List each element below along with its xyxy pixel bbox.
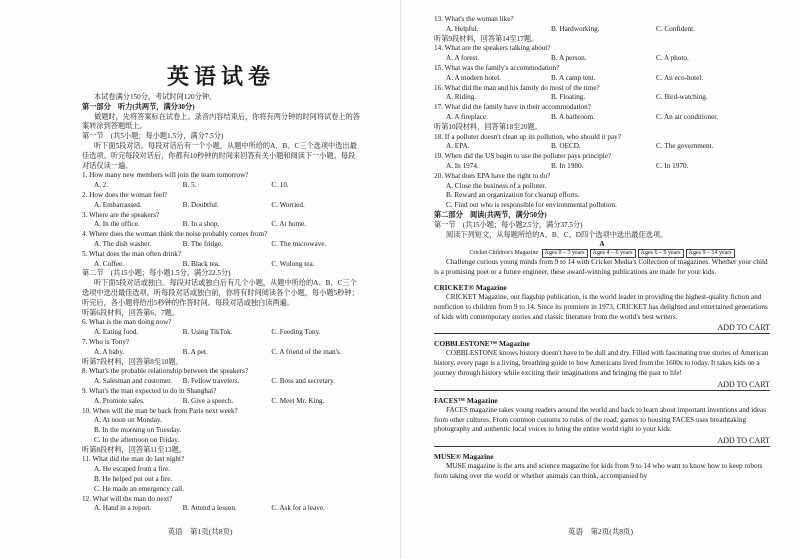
option: B. OECD. [551, 142, 581, 151]
page-footer: 英语 第1页(共8页) [167, 527, 233, 536]
option: A. Promote sales. [94, 396, 145, 405]
option: C. 10. [271, 181, 289, 190]
option: C. At home. [271, 220, 307, 229]
page-footer: 英语 第2页(共8页) [568, 527, 633, 536]
options-9 [82, 397, 360, 407]
option: A. Close the business of a polluter. [446, 181, 547, 190]
options-13 [434, 25, 770, 35]
sec1-desc: 听下面5段对话。每段对话后有一个小题，从题中所给的A、B、C三个选项中选出最佳选项。听完每段对话后，你都有10秒钟的时间来回答有关小题和阅读下一小题。每段对话仅读一遍。 [82, 141, 357, 170]
option: C. Boss and secretary. [271, 377, 335, 386]
add-to-cart-button[interactable]: ADD TO CART [717, 323, 770, 333]
question-10: 10. When will the man be back from Paris next week? [82, 406, 238, 415]
option: B. He helped put out a fire. [94, 475, 173, 484]
option: C. Feeding Tony. [271, 328, 321, 337]
option: A. A modern hotel. [446, 73, 501, 82]
magazine-text-cobblestone: COBBLESTONE knows history doesn't have to be dull and dry. Filled with fascinating true stories of American history, every page is a living, breathing guide to how Americans lived from the 1600s to today. It takes kids on a journey through history while exciting their imaginations and bringing the past to life! [434, 349, 769, 377]
age-tab[interactable]: Ages 9 – 14 years [686, 249, 735, 258]
part1-desc: 做题时，先将答案标在试卷上。录音内容结束后，你将有两分钟的时间将试卷上的答案转涂到答题纸上。 [82, 112, 360, 131]
option: B. A camp tent. [551, 73, 596, 82]
add-to-cart-button[interactable]: ADD TO CART [717, 379, 770, 389]
question-17: 17. What did the family have in their accommodation? [434, 103, 591, 112]
part2-desc: 阅读下列短文，从每题所给的A、B、C、D四个选项中选出最佳选项。 [446, 230, 668, 239]
option: C. The government. [656, 142, 714, 151]
option: B. Fellow travelers. [182, 377, 240, 386]
question-20: 20. What does EPA have the right to do? [434, 171, 551, 180]
magazine-text-faces: FACES magazine takes young readers around the world and back to learn about important inventions and ideas from other cultures. From common customs to rules of the road, games to housing FACES uses breathtaking photography and authentic local voices to bring the entire world right to your kids. [434, 405, 767, 434]
option: C. An air conditioner. [656, 112, 719, 121]
options-2 [82, 201, 360, 211]
option: B. Using TikTok. [182, 328, 233, 337]
passage-label: A [599, 240, 605, 249]
option: B. In the morning on Tuesday. [94, 426, 182, 435]
question-3: 3. Where are the speakers? [82, 210, 160, 219]
option: B. 5. [182, 181, 197, 190]
cart-row [434, 435, 770, 447]
option: A. A fireplace. [446, 112, 488, 121]
options-12 [82, 504, 360, 514]
option: C. Meet Mr. King. [271, 396, 325, 405]
option: B. A bathroom. [551, 112, 595, 121]
options-15 [434, 74, 770, 84]
part2-heading: 第二部分 阅读(共两节，满分50分) [434, 210, 547, 219]
question-2: 2. How does the woman feel? [82, 190, 168, 199]
option: C. Bird-watching. [656, 93, 708, 102]
option: C. A photo. [656, 54, 689, 63]
question-15: 15. What was the family's accommodation? [434, 63, 560, 72]
part2-sec1-heading: 第一节 (共15小题；每小题2.5分，满分37.5分) [434, 220, 583, 229]
add-to-cart-button[interactable]: ADD TO CART [717, 436, 770, 446]
option: A. Riding. [446, 93, 477, 102]
option: B. Black tea. [182, 259, 220, 268]
option: B. Doubtful. [182, 200, 219, 209]
option: A. Helpful. [446, 24, 479, 33]
options-4 [82, 240, 360, 250]
question-6: 6. What is the man doing now? [82, 318, 172, 327]
options-19 [434, 162, 770, 172]
option: B. Hardworking. [551, 24, 600, 33]
option: A. A forest. [446, 54, 480, 63]
material-6: 听第6段材料，回答第6、7题。 [82, 308, 180, 317]
intro-paragraph: Challenge curious young minds from 9 to 14 with Cricket Media's Collection of magazines. Whether your child is a promising poet or a future engineer, these award-winning publications are made for your kids. [434, 258, 768, 277]
option: B. In 1980. [551, 161, 584, 170]
option: C. Find out who is responsible for environmental pollution. [446, 201, 617, 210]
cricket-header: Cricket Children's Magazine [469, 250, 539, 257]
option: A. He escaped from a fire. [94, 465, 171, 474]
option: C. The microwave. [271, 239, 327, 248]
question-16: 16. What did the man and his family do most of the time? [434, 83, 600, 92]
page-title: 英语试卷 [166, 65, 275, 90]
option: A. Eating food. [94, 328, 139, 337]
magazine-title-cobblestone: COBBLESTONE™ Magazine [434, 339, 530, 349]
question-5: 5. What does the man often drink? [82, 249, 182, 258]
magazine-text-cricket: CRICKET Magazine, our flagship publication, is the world leader in providing the highest-quality fiction and nonfiction to children from 9 to 14. Since its premiere in 1973, CRICKET has delighted and entertained generations of kids with contemporary stories and classic literature from the world's best writers. [434, 292, 768, 321]
material-9: 听第9段材料，回答第14至17题。 [434, 34, 539, 43]
option: B. Floating. [551, 93, 586, 102]
material-10: 听第10段材料，回答第18至20题。 [434, 122, 542, 131]
option: C. In 1970. [656, 161, 689, 170]
option: C. An eco-hotel. [656, 73, 704, 82]
sec2-heading: 第二节 (共15小题；每小题1.5分，满分22.5分) [82, 269, 231, 278]
option: C. He made an emergency call. [94, 484, 184, 493]
option: B. In a shop. [182, 220, 220, 229]
options-3 [82, 220, 360, 230]
option: A. In 1974. [446, 161, 479, 170]
sec1-heading: 第一节 (共5小题；每小题1.5分，满分7.5分) [82, 132, 224, 141]
option: C. In the afternoon on Friday. [94, 435, 180, 444]
material-7: 听第7段材料，回答第8至10题。 [82, 357, 183, 366]
question-11: 11. What did the man do last night? [82, 455, 185, 464]
question-18: 18. If a polluter doesn't clean up its pollution, who should it pay? [434, 132, 621, 141]
options-1 [82, 181, 360, 191]
question-8: 8. What's the probable relationship between the speakers? [82, 367, 249, 376]
magazine-title-cricket: CRICKET® Magazine [434, 282, 507, 292]
option: A. A baby. [94, 347, 125, 356]
question-19: 19. When did the US begin to use the polluter pays principle? [434, 152, 612, 161]
exam-intro: 本试卷满分150分，考试时间120分钟。 [94, 93, 217, 101]
material-8: 听第8段材料，回答第11至13题。 [82, 445, 186, 454]
cart-row [434, 379, 770, 391]
option: B. Attend a lesson. [182, 504, 237, 513]
options-18 [434, 142, 770, 152]
options-17 [434, 113, 770, 123]
options-5 [82, 260, 360, 270]
options-16 [434, 93, 770, 103]
question-12: 12. What will the man do next? [82, 494, 173, 503]
sec2-desc: 听下面5段对话或独白。每段对话或独白后有几个小题，从题中所给的A、B、C三个选项中选出最佳选项。听每段对话或独白前，你将有时间阅读各个小题，每小题5秒钟；听完后，各小题将给出5秒钟的作答时间。每段对话或独白读两遍。 [82, 279, 359, 307]
age-tab[interactable]: Ages 6 – 9 years [638, 249, 684, 258]
options-8 [82, 377, 360, 387]
option: C. Ask for a leave. [271, 504, 325, 513]
option: A. EPA. [446, 142, 470, 151]
option: A. Coffee. [94, 259, 125, 268]
option: C. Wulong tea. [271, 259, 315, 268]
part1-heading: 第一部分 听力(共两节，满分30分) [82, 102, 195, 111]
option: B. A person. [551, 54, 587, 63]
question-1: 1. How many new members will join the team tomorrow? [82, 171, 249, 180]
option: A. Salesman and customer. [94, 377, 173, 386]
age-tab[interactable]: Ages 4 – 6 years [590, 249, 636, 258]
option: A. In the office. [94, 220, 140, 229]
magazine-title-faces: FACES™ Magazine [434, 395, 498, 405]
option: B. Give a speech. [182, 396, 234, 405]
question-4: 4. Where does the woman think the noise probably comes from? [82, 230, 268, 239]
magazine-title-muse: MUSE® Magazine [434, 452, 494, 462]
options-7 [82, 348, 360, 358]
option: C. A friend of the man's. [271, 347, 342, 356]
option: A. At noon on Monday. [94, 416, 162, 425]
option: C. Worried. [271, 200, 305, 209]
option: A. Hand in a report. [94, 504, 152, 513]
options-14 [434, 54, 770, 64]
right-page [400, 0, 800, 559]
option: B. The fridge. [182, 239, 223, 248]
age-tabs-bar [434, 249, 770, 258]
option: B. A pet. [182, 347, 208, 356]
cart-row [434, 322, 770, 334]
age-tab[interactable]: Ages 0 – 3 years [542, 249, 588, 258]
question-13: 13. What's the woman like? [434, 15, 514, 23]
option: A. 2. [94, 181, 109, 190]
option: A. The dish washer. [94, 239, 152, 248]
question-9: 9. What's the man expected to do in Shanghai? [82, 386, 217, 395]
magazine-text-muse: MUSE magazine is the arts and science magazine for kids from 9 to 14 who want to know how to keep robots from taking over the world or whether animals can think, accompanied by [434, 462, 763, 480]
question-7: 7. Who is Tony? [82, 337, 130, 346]
option: A. Embarrassed. [94, 200, 142, 209]
option: B. Reward an organization for cleanup efforts. [446, 191, 580, 200]
option: C. Confident. [656, 24, 695, 33]
options-6 [82, 328, 360, 338]
question-14: 14. What are the speakers talking about? [434, 44, 551, 53]
